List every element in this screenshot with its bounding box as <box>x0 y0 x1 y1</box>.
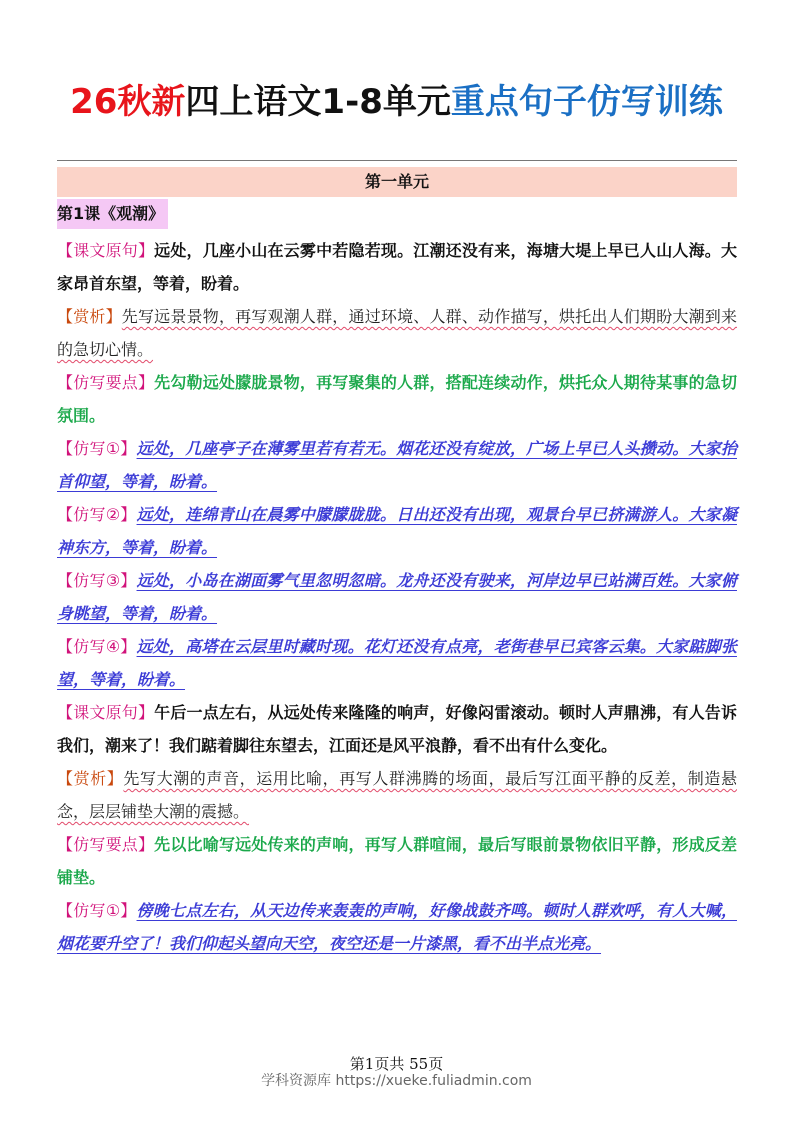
key-points-text: 先以比喻写远处传来的声响，再写人群喧闹，最后写眼前景物依旧平静，形成反差铺垫。 <box>57 835 737 887</box>
key-points-label: 【仿写要点】 <box>57 835 155 854</box>
analysis-label: 【赏析】 <box>57 307 122 326</box>
imitation-2-1 <box>57 894 737 960</box>
page-number: 第1页共 55页 <box>349 1055 444 1073</box>
imitation-text: 傍晚七点左右，从天边传来轰轰的声响，好像战鼓齐鸣。顿时人群欢呼，有人大喊，烟花要升空了！我们仰起头望向天空，夜空还是一片漆黑，看不出半点光亮。 <box>57 901 737 953</box>
key-points-text: 先勾勒远处朦胧景物，再写聚集的人群，搭配连续动作，烘托众人期待某事的急切氛围。 <box>57 373 737 425</box>
title-part-black: 四上语文1-8单元 <box>185 82 451 122</box>
title-part-red: 26秋新 <box>70 82 186 122</box>
imitation-1-3 <box>57 564 737 630</box>
document-title <box>0 80 793 124</box>
imitation-text: 远处，连绵青山在晨雾中朦朦胧胧。日出还没有出现，观景台早已挤满游人。大家凝神东方，等着，盼着。 <box>57 505 737 557</box>
analysis-text: 先写远景景物，再写观潮人群，通过环境、人群、动作描写，烘托出人们期盼大潮到来的急切心情。 <box>57 307 737 359</box>
analysis-2 <box>57 762 737 828</box>
imitation-label: 【仿写②】 <box>57 505 137 524</box>
imitation-label: 【仿写①】 <box>57 901 137 920</box>
analysis-label: 【赏析】 <box>57 769 124 788</box>
key-points-label: 【仿写要点】 <box>57 373 155 392</box>
original-text: 午后一点左右，从远处传来隆隆的响声，好像闷雷滚动。顿时人声鼎沸，有人告诉我们，潮来了！我们踮着脚往东望去，江面还是风平浪静，看不出有什么变化。 <box>57 703 737 755</box>
key-points-2 <box>57 828 737 894</box>
imitation-label: 【仿写③】 <box>57 571 137 590</box>
imitation-1-1 <box>57 432 737 498</box>
imitation-text: 远处，高塔在云层里时藏时现。花灯还没有点亮，老街巷早已宾客云集。大家踮脚张望，等着，盼着。 <box>57 637 737 689</box>
title-part-blue: 重点句子仿写训练 <box>450 82 723 122</box>
imitation-1-2 <box>57 498 737 564</box>
original-text: 远处，几座小山在云雾中若隐若现。江潮还没有来，海塘大堤上早已人山人海。大家昂首东望，等着，盼着。 <box>57 241 737 293</box>
source-footer: 学科资源库 https://xueke.fuliadmin.com <box>261 1073 532 1089</box>
imitation-text: 远处，小岛在湖面雾气里忽明忽暗。龙舟还没有驶来，河岸边早已站满百姓。大家俯身眺望，等着，盼着。 <box>57 571 737 623</box>
original-label: 【课文原句】 <box>57 241 155 260</box>
original-sentence-2 <box>57 696 737 762</box>
key-points-1 <box>57 366 737 432</box>
imitation-label: 【仿写④】 <box>57 637 137 656</box>
imitation-label: 【仿写①】 <box>57 439 137 458</box>
imitation-text: 远处，几座亭子在薄雾里若有若无。烟花还没有绽放，广场上早已人头攒动。大家抬首仰望，等着，盼着。 <box>57 439 737 491</box>
original-sentence-1 <box>57 234 737 300</box>
document-body <box>57 234 737 960</box>
analysis-1 <box>57 300 737 366</box>
analysis-text: 先写大潮的声音，运用比喻，再写人群沸腾的场面，最后写江面平静的反差，制造悬念，层层铺垫大潮的震撼。 <box>57 769 737 821</box>
unit-heading: 第一单元 <box>57 167 737 197</box>
title-divider <box>57 160 737 161</box>
original-label: 【课文原句】 <box>57 703 155 722</box>
lesson-heading: 第1课《观潮》 <box>57 199 168 229</box>
imitation-1-4 <box>57 630 737 696</box>
